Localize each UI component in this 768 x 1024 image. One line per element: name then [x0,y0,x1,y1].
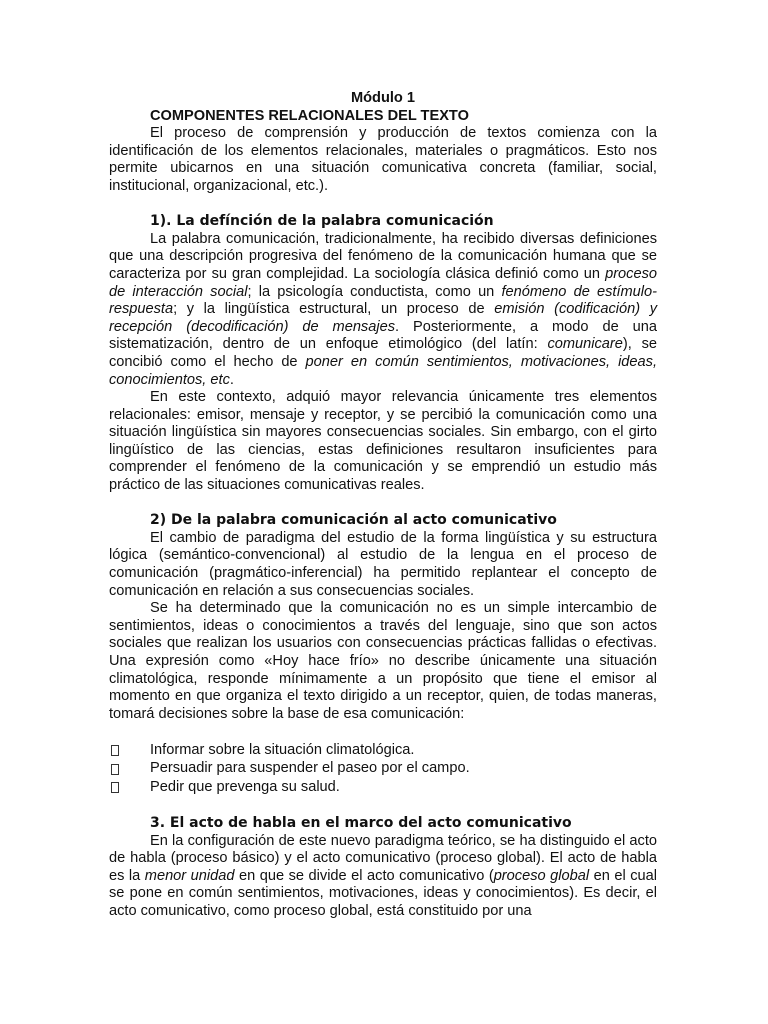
section3-heading: 3. El acto de habla en el marco del acto comunicativo [150,814,572,831]
checkbox-glyph-icon [111,764,119,775]
intro-paragraph: El proceso de comprensión y producción de textos comienza con la identificación de los elementos relacionales, materiales o pragmáticos. Esto nos permite ubicarnos en una situación comunicativa concreta (familiar, social, institucional, organizacional, etc.). [109,125,657,194]
list-item: Informar sobre la situación climatológica. [109,741,657,760]
bullet-list [109,741,657,797]
section3-paragraph1: En la configuración de este nuevo paradigma teórico, se ha distinguido el acto de habla (proceso básico) y el acto comunicativo (proceso global). El acto de habla es la menor unidad en que se divide el acto comunicativo (proceso global en el cual se pone en común sentimientos, motivaciones, ideas y conocimientos). Es decir, el acto comunicativo, como proceso global, está constituido por una [109,832,657,919]
list-item: Persuadir para suspender el paseo por el campo. [109,760,657,779]
main-title: COMPONENTES RELACIONALES DEL TEXTO [150,107,469,124]
module-title: Módulo 1 [350,90,416,106]
list-item: Pedir que prevenga su salud. [109,779,657,798]
spacer [109,797,657,815]
section2-paragraph2: Se ha determinado que la comunicación no es un simple intercambio de sentimientos, ideas o conocimientos a través del lenguaje, sino que son actos sociales que realizan los usuarios con consecuencias prácticas fallidas o efectivas. Una expresión como «Hoy hace frío» no describe únicamente una situación climatológica, responde mínimamente a un propósito que tiene el emisor al momento en que organiza el texto dirigido a un receptor, quien, de todas maneras, tomará decisiones sobre la base de esa comunicación: [109,600,657,722]
document-page [109,90,657,921]
section2-heading: 2) De la palabra comunicación al acto comunicativo [150,512,557,529]
section1-heading: 1). La defínción de la palabra comunicación [150,213,494,230]
section1-paragraph1: La palabra comunicación, tradicionalmente, ha recibido diversas definiciones que una descripción progresiva del fenómeno de la comunicación humana que se caracteriza por su gran complejidad. La sociología clásica definió como un proceso de interacción social; la psicología conductista, como un fenómeno de estímulo-respuesta; y la lingüística estructural, un proceso de emisión (codificación) y recepción (decodificación) de mensajes. Posteriormente, a modo de una sistematización, dentro de un enfoque etimológico (del latín: comunicare), se concibió como el hecho de poner en común sentimientos, motivaciones, ideas, conocimientos, etc. [109,230,658,388]
section2-paragraph1: El cambio de paradigma del estudio de la forma lingüística y su estructura lógica (semántico-convencional) al estudio de la lengua en el proceso de comunicación (pragmático-inferencial) ha permitido replantear el concepto de comunicación en relación a sus consecuencias sociales. [109,529,657,599]
checkbox-glyph-icon [111,782,119,793]
checkbox-glyph-icon [111,745,119,756]
spacer [109,723,657,741]
spacer [109,495,657,513]
section1-paragraph2: En este contexto, adquió mayor relevancia únicamente tres elementos relacionales: emisor, mensaje y receptor, y se percibió la comunicación como una situación lingüística sin mayores consecuencias sociales. Sin embargo, con el girto lingüístico de las ciencias, estas definiciones resultaron insuficientes para comprender el fenómeno de la comunicación y se emprendió un estudio más práctico de las situaciones comunicativas reales. [109,389,657,494]
spacer [109,196,657,214]
